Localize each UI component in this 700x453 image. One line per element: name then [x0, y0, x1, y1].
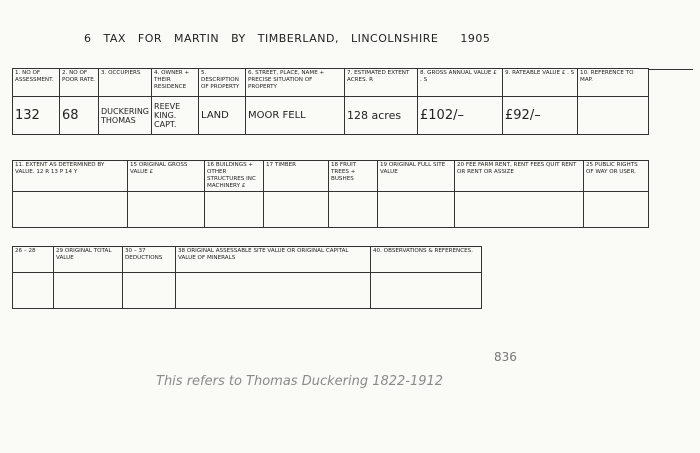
cell-original-site-value — [378, 192, 455, 228]
deductions-table — [12, 246, 482, 309]
header-original-gross-value: 15 ORIGINAL GROSS VALUE £ — [128, 161, 205, 192]
header-street-situation: 6. STREET, PLACE, NAME + PRECISE SITUATION OF PROPERTY — [246, 69, 345, 97]
cell-rateable-value: £92/– — [503, 97, 578, 135]
header-gross-annual-value: 8. GROSS ANNUAL VALUE £ . S — [418, 69, 503, 97]
header-fee-farm-rent: 20 FEE FARM RENT, RENT FEES QUIT RENT OR RENT OR ASSIZE — [455, 161, 584, 192]
header-timber: 17 TIMBER — [264, 161, 329, 192]
header-26-28: 26 – 28 — [13, 247, 54, 273]
cell-assessable-site-value — [176, 273, 371, 309]
form-title — [84, 32, 490, 45]
cell-gross-value: £102/– — [418, 97, 503, 135]
valuation-table — [12, 160, 649, 228]
valuation-data-row — [13, 192, 649, 228]
cell-situation: MOOR FELL — [246, 97, 345, 135]
deductions-header-row — [13, 247, 482, 273]
header-description: 5. DESCRIPTION OF PROPERTY — [199, 69, 246, 97]
header-estimated-extent: 7. ESTIMATED EXTENT ACRES. R — [345, 69, 418, 97]
cell-extent: 128 acres — [345, 97, 418, 135]
cell-observations — [371, 273, 482, 309]
rule-line — [649, 69, 693, 70]
header-assessable-site-value: 38 ORIGINAL ASSESSABLE SITE VALUE OR ORIGINAL CAPITAL VALUE OF MINERALS — [176, 247, 371, 273]
cell-timber — [264, 192, 329, 228]
assessment-data-row — [13, 97, 649, 135]
cell-occupier: DUCKERING THOMAS — [99, 97, 152, 135]
header-deductions: 30 – 37 DEDUCTIONS — [123, 247, 176, 273]
cell-deductions — [123, 273, 176, 309]
cell-original-gross-value — [128, 192, 205, 228]
cell-poor-rate-no: 68 — [60, 97, 99, 135]
header-assessment-no: 1. NO OF ASSESSMENT. — [13, 69, 60, 97]
header-rateable-value: 9. RATEABLE VALUE £ . S — [503, 69, 578, 97]
header-fruit-trees: 18 FRUIT TREES + BUSHES — [329, 161, 378, 192]
assessment-table — [12, 68, 649, 135]
pencil-note: This refers to Thomas Duckering 1822-1912 — [156, 374, 444, 389]
cell-26-28 — [13, 273, 54, 309]
header-occupiers: 3. OCCUPIERS — [99, 69, 152, 97]
title-year: 1905 — [460, 32, 491, 45]
cell-owner: REEVE KING. CAPT. — [152, 97, 199, 135]
cell-map-reference — [578, 97, 649, 135]
header-owner: 4. OWNER + THEIR RESIDENCE — [152, 69, 199, 97]
cell-original-total-value — [54, 273, 123, 309]
cell-extent-determined — [13, 192, 128, 228]
header-extent-determined: 11. EXTENT AS DETERMINED BY VALUE. 12 R 13 P 14 Y — [13, 161, 128, 192]
cell-public-rights — [584, 192, 649, 228]
header-public-rights: 25 PUBLIC RIGHTS OF WAY OR USER. — [584, 161, 649, 192]
header-observations: 40. OBSERVATIONS & REFERENCES. — [371, 247, 482, 273]
cell-fee-farm-rent — [455, 192, 584, 228]
header-original-site-value: 19 ORIGINAL FULL SITE VALUE — [378, 161, 455, 192]
cell-buildings — [205, 192, 264, 228]
assessment-header-row — [13, 69, 649, 97]
deductions-data-row — [13, 273, 482, 309]
header-map-reference: 10. REFERENCE TO MAP. — [578, 69, 649, 97]
cell-fruit-trees — [329, 192, 378, 228]
valuation-header-row — [13, 161, 649, 192]
title-text: 6 TAX FOR MARTIN BY TIMBERLAND, LINCOLNSHIRE — [84, 32, 439, 45]
cell-description: LAND — [199, 97, 246, 135]
reference-number: 836 — [494, 350, 517, 364]
header-original-total-value: 29 ORIGINAL TOTAL VALUE — [54, 247, 123, 273]
header-poor-rate-no: 2. NO OF POOR RATE. — [60, 69, 99, 97]
header-buildings: 16 BUILDINGS + OTHER STRUCTURES INC MACHINERY £ — [205, 161, 264, 192]
cell-assessment-no: 132 — [13, 97, 60, 135]
